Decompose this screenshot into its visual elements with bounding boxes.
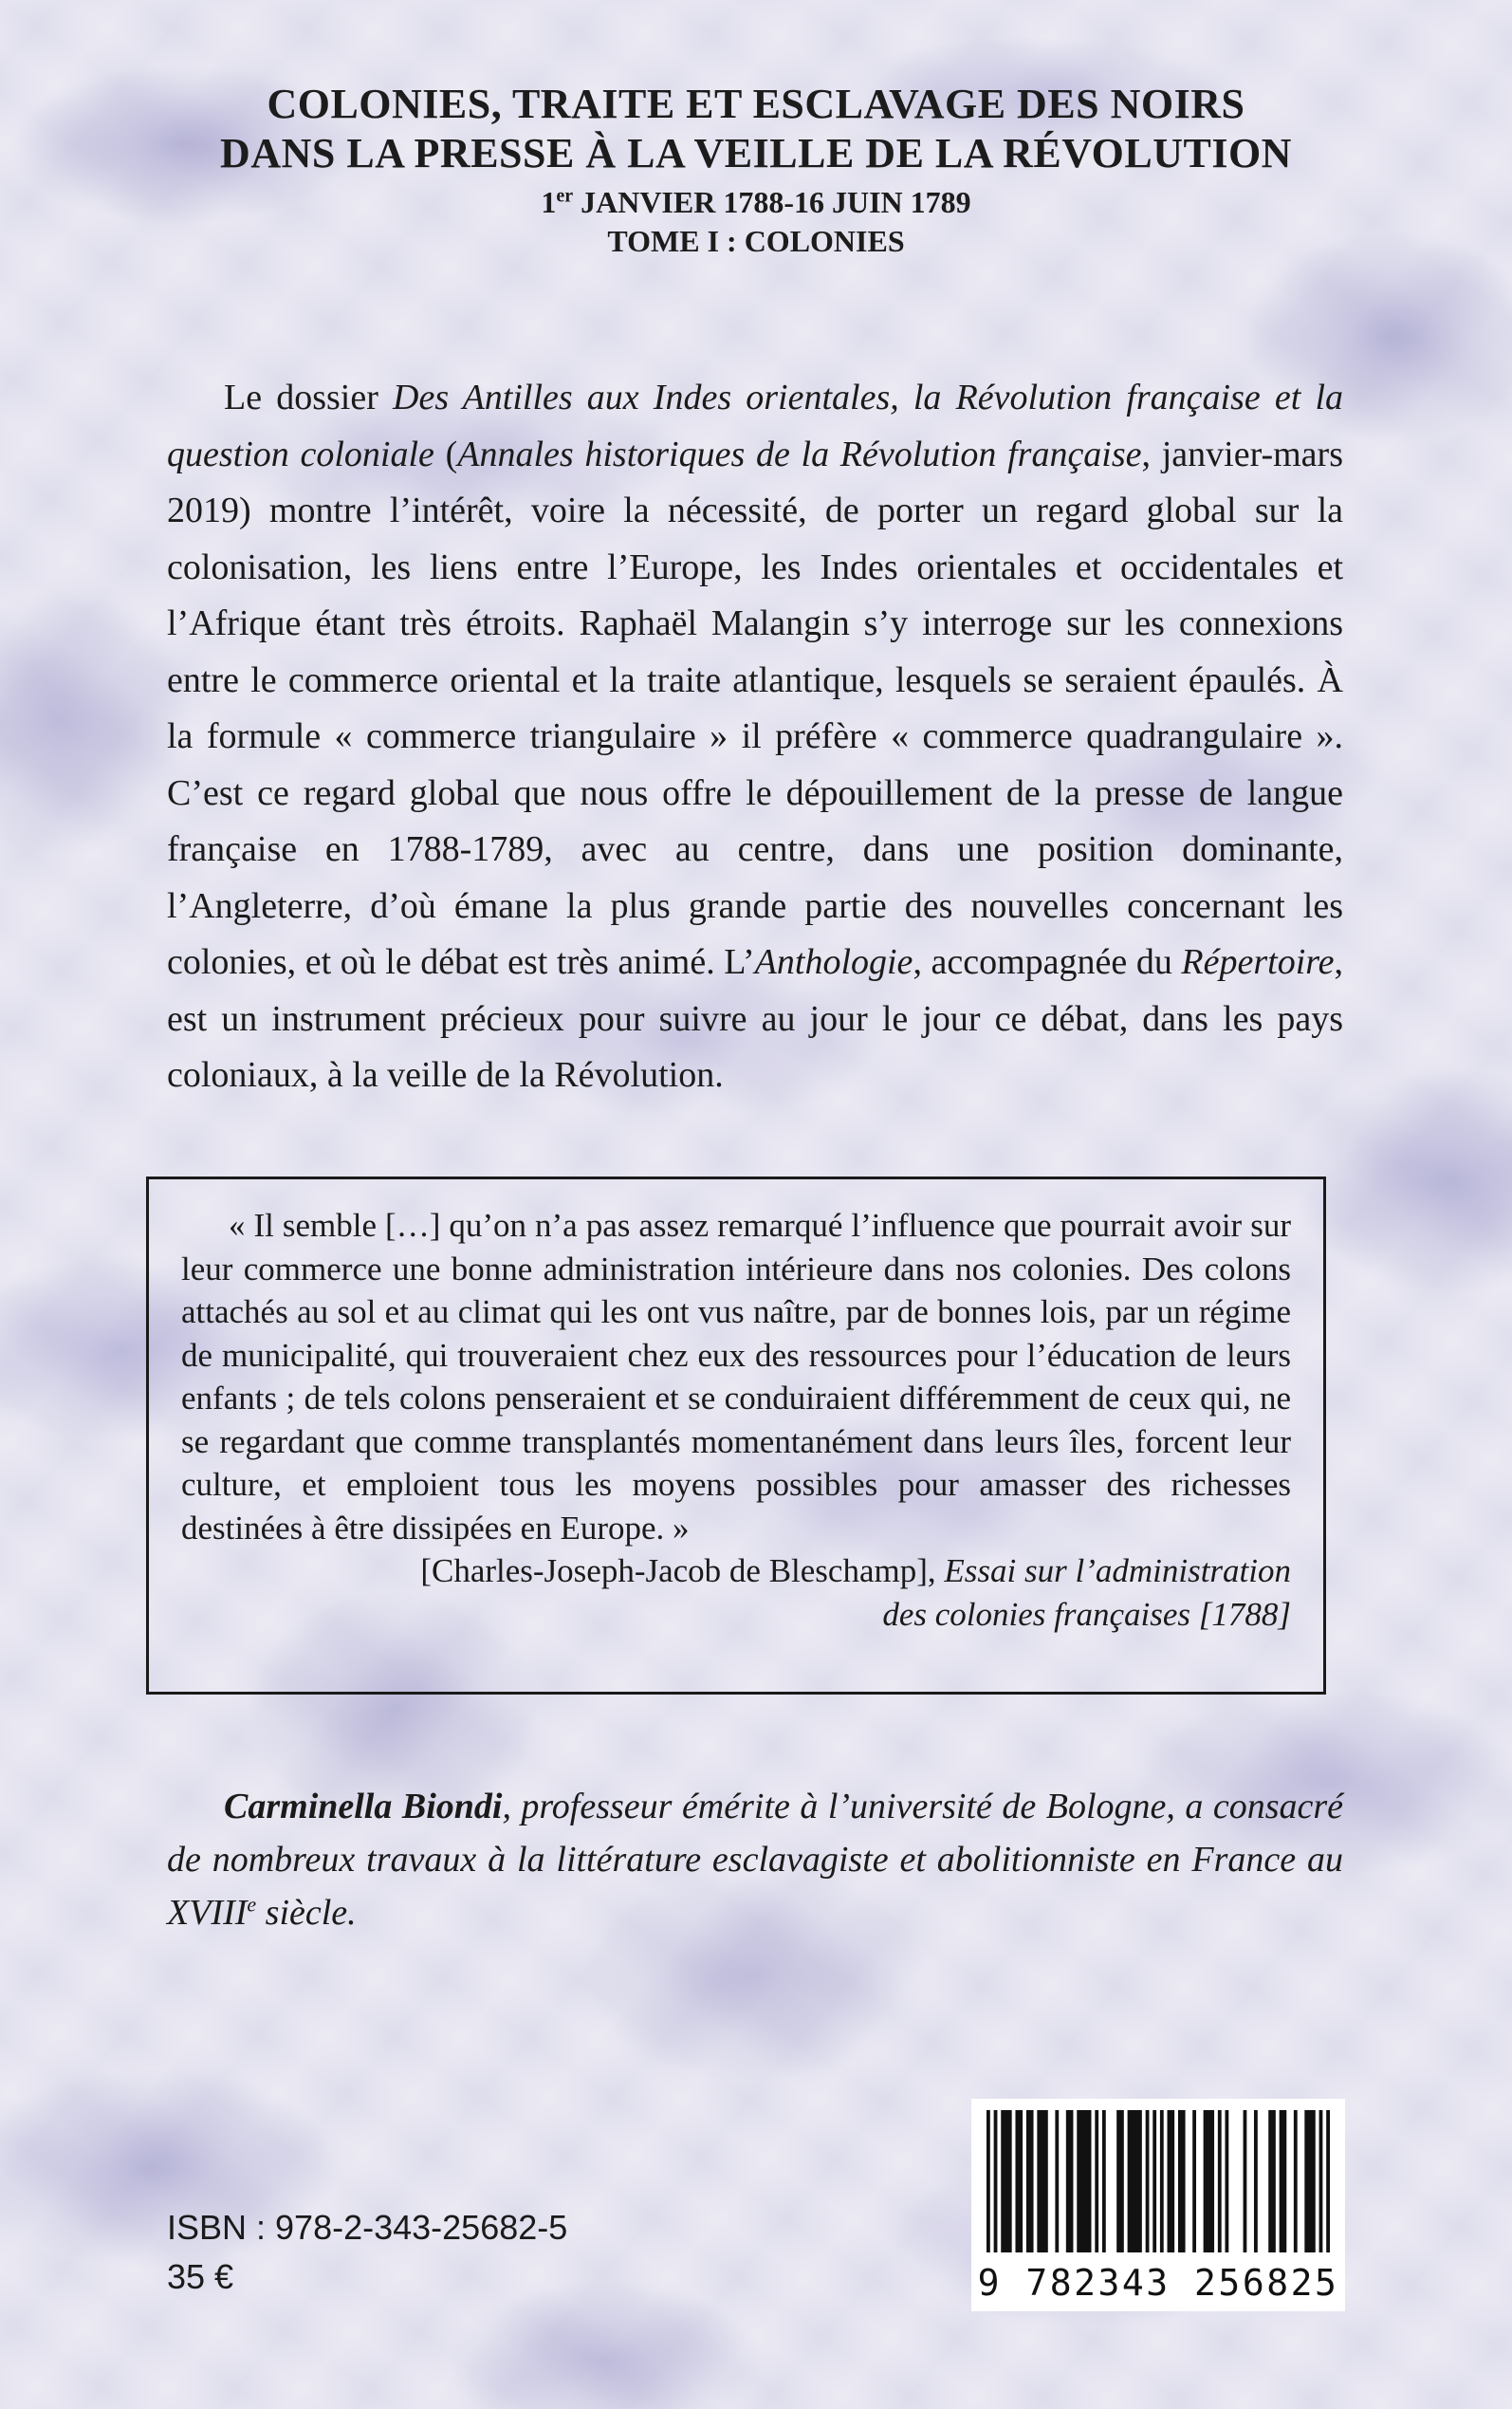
author-name: Carminella Biondi [224, 1787, 503, 1826]
summary-seg-1: Le dossier [224, 378, 394, 417]
barcode-bar [1244, 2110, 1247, 2252]
barcode-bar [1178, 2110, 1186, 2252]
barcode-bars [986, 2110, 1330, 2252]
summary-paragraph [167, 370, 1343, 1104]
barcode-bar [986, 2110, 990, 2252]
quote-source [181, 1549, 1291, 1636]
cover-header [0, 80, 1512, 260]
barcode-bar [1015, 2110, 1023, 2252]
author-century-sup: e [247, 1892, 257, 1917]
summary-dossier-title: Des Antilles aux Indes orientales, la Révolution française et la question coloniale [167, 378, 1343, 474]
barcode-bar [1055, 2110, 1059, 2252]
barcode-bar [1160, 2110, 1164, 2252]
barcode-bar [1102, 2110, 1106, 2252]
quote-source-title-1: Essai sur l’administration [944, 1552, 1291, 1589]
barcode-bar [1026, 2110, 1034, 2252]
barcode-bar [1168, 2110, 1175, 2252]
barcode-bar [1066, 2110, 1074, 2252]
barcode-bar [1095, 2110, 1098, 2252]
barcode-bar [1326, 2110, 1330, 2252]
tome-label: TOME I : COLONIES [607, 224, 905, 258]
barcode-bar [1116, 2110, 1124, 2252]
quote-text: « Il semble […] qu’on n’a pas assez remarqué l’influence que pourrait avoir sur leur commerce une bonne administration intérieure dans nos colonies. Des colons attachés au sol et au climat qui les ont vus naître, par de bonnes lois, par un régime de municipalité, qui trouveraient chez eux des ressources pour l’éducation de leurs enfants ; de tels colons penseraient et se conduiraient différemment de ceux qui, ne se regardant que comme transplantés momentanément dans leurs îles, forcent leur culture, et emploient tous les moyens possibles pour amasser des richesses destinées à être dissipées en Europe. » [181, 1207, 1291, 1547]
barcode-bar [1254, 2110, 1258, 2252]
title-line-2: DANS LA PRESSE À LA VEILLE DE LA RÉVOLUTION [220, 130, 1292, 176]
author-paragraph [167, 1780, 1343, 1939]
barcode-bar [1204, 2110, 1214, 2252]
author-text-1: , professeur émérite à l’université de Bologne, a consacré de nombreux travaux à la littérature esclavagiste et abolitionniste en France au XVIII [167, 1787, 1343, 1933]
barcode [971, 2099, 1345, 2311]
date-ordinal: er [556, 185, 574, 207]
quote-source-title-2: des colonies françaises [1788] [882, 1595, 1291, 1633]
barcode-digits: 9 782343 256825 [977, 2262, 1339, 2304]
title-line-1: COLONIES, TRAITE ET ESCLAVAGE DES NOIRS [267, 81, 1245, 127]
summary-repertoire: Répertoire [1181, 942, 1335, 982]
summary-seg-3: , janvier-mars 2019) montre l’intérêt, voire la nécessité, de porter un regard global sur la colonisation, les liens entre l’Europe, les Indes orientales et occidentales et l’Afrique étant très étroits. Raphaël Malangin s’y interroge sur les connexions entre le commerce oriental et la traite atlantique, lesquels se seraient épaulés. À la formule « commerce triangulaire » il préfère « commerce quadrangulaire ». C’est ce regard global que nous offre le dépouillement de la presse de langue française en 1788-1789, avec au centre, dans une position dominante, l’Angleterre, d’où émane la plus grande partie des nouvelles concernant les colonies, et où le débat est très animé. L’ [167, 434, 1343, 982]
barcode-bar [994, 2110, 998, 2252]
barcode-bar [1037, 2110, 1047, 2252]
summary-seg-4: , accompagnée du [913, 942, 1182, 982]
barcode-bar [1152, 2110, 1156, 2252]
summary-journal-title: Annales historiques de la Révolution française [457, 434, 1142, 474]
barcode-bar [1192, 2110, 1196, 2252]
summary-seg-2: ( [433, 434, 458, 474]
date-rest: JANVIER 1788-16 JUIN 1789 [573, 185, 971, 219]
barcode-bar [1077, 2110, 1091, 2252]
barcode-bar [1319, 2110, 1323, 2252]
author-text-2: siècle. [256, 1893, 357, 1933]
summary-anthologie: Anthologie [754, 942, 913, 982]
isbn-number: ISBN : 978-2-343-25682-5 [167, 2208, 568, 2247]
barcode-bar [1294, 2110, 1298, 2252]
author-bio [167, 1780, 1343, 1939]
summary-text [167, 370, 1343, 1104]
isbn-price-block [167, 2203, 567, 2302]
barcode-bar [1128, 2110, 1142, 2252]
barcode-bar [1225, 2110, 1228, 2252]
price: 35 € [167, 2257, 234, 2296]
quote-source-author: [Charles-Joseph-Jacob de Bleschamp], [420, 1552, 945, 1589]
date-day: 1 [541, 185, 557, 219]
barcode-bar [1268, 2110, 1276, 2252]
barcode-bar [1001, 2110, 1011, 2252]
date-range [0, 182, 1512, 222]
barcode-bar [1280, 2110, 1287, 2252]
quote-box [146, 1177, 1326, 1695]
summary-seg-5: , est un instrument précieux pour suivre au jour le jour ce débat, dans les pays coloniaux, à la veille de la Révolution. [167, 942, 1344, 1095]
barcode-bar [1146, 2110, 1150, 2252]
barcode-bar [1304, 2110, 1315, 2252]
barcode-bar [1218, 2110, 1222, 2252]
